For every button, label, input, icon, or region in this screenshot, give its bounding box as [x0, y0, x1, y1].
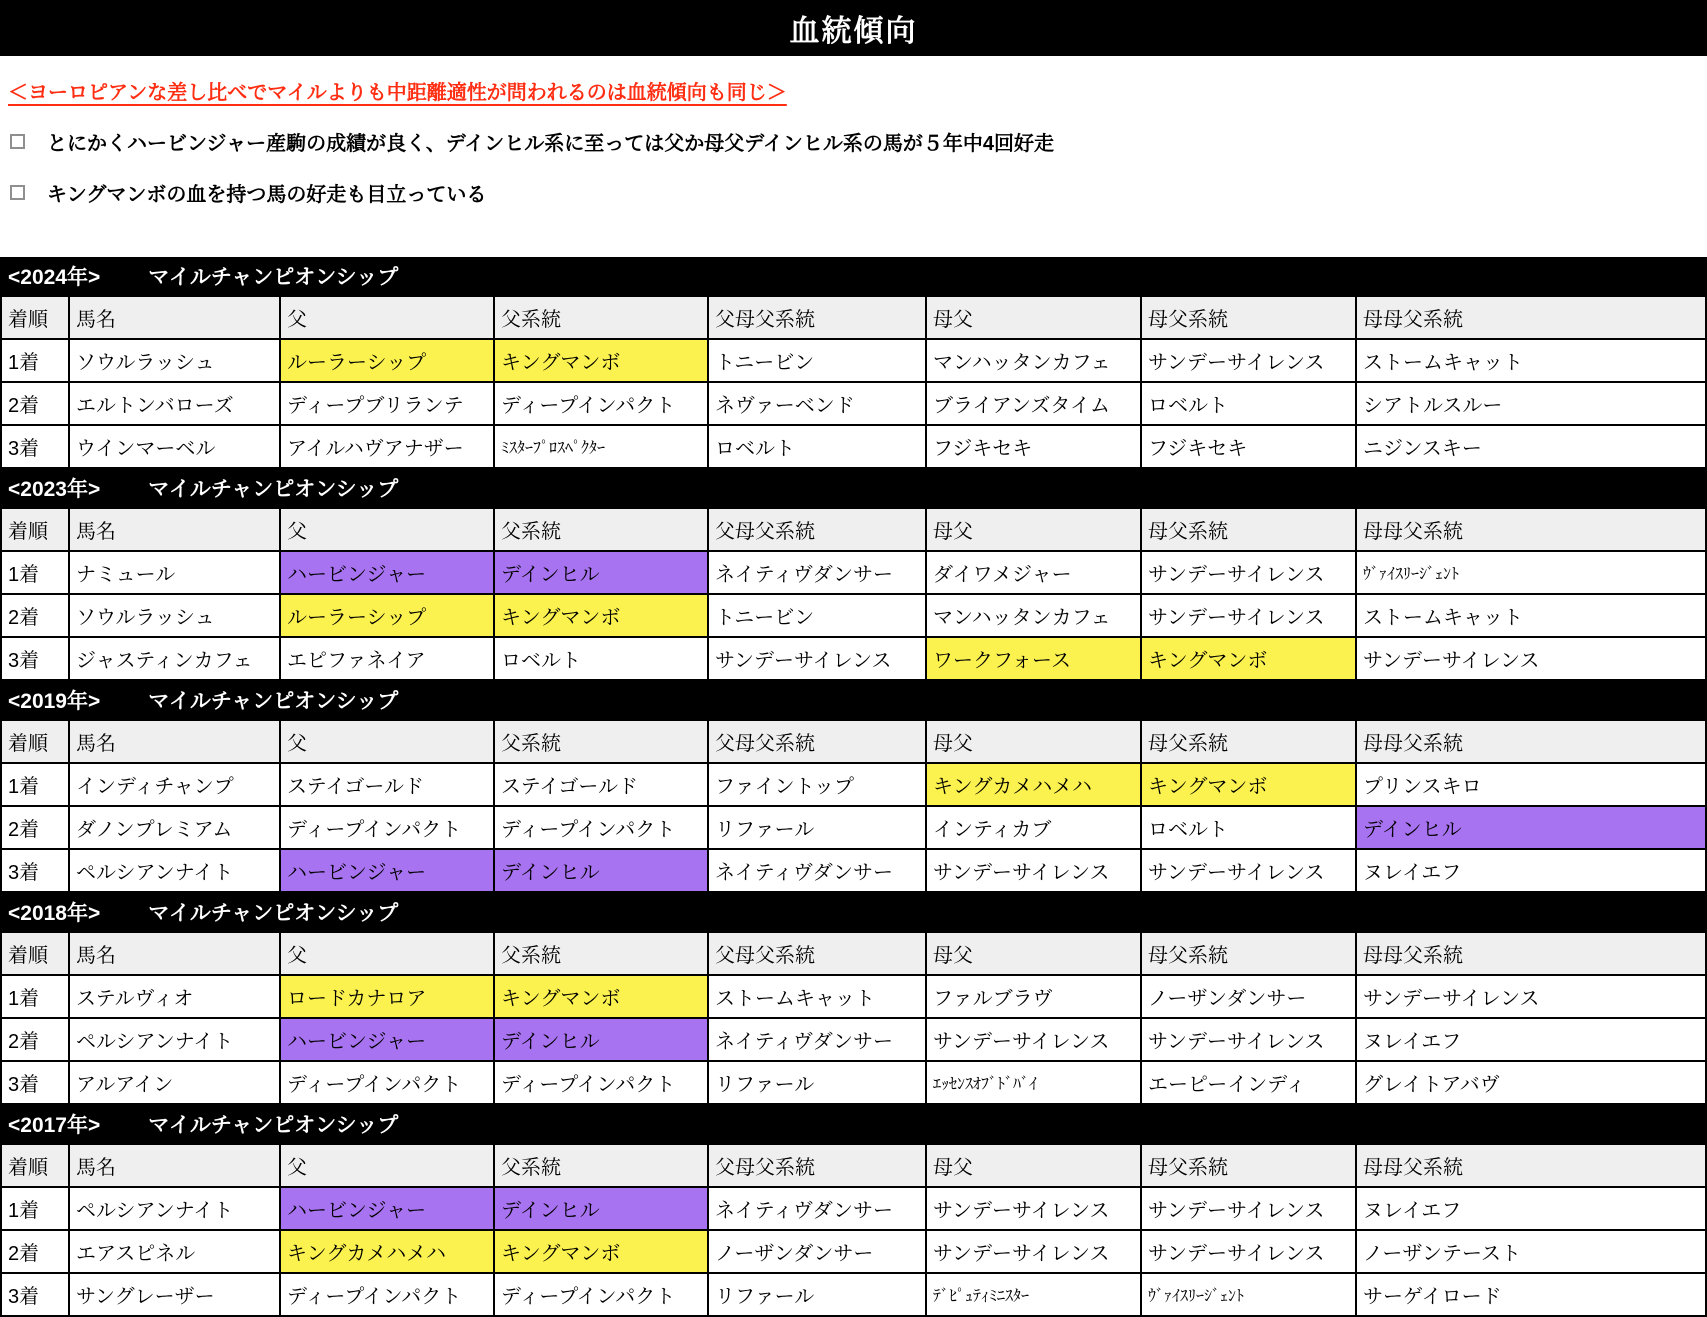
sire-line-cell: ﾐｽﾀｰﾌﾟﾛｽﾍﾟｸﾀｰ [494, 425, 708, 468]
sire-dam-sire-line-cell: トニービン [708, 339, 926, 382]
pedigree-table [0, 719, 1707, 893]
sire-dam-sire-line-cell: リファール [708, 1273, 926, 1316]
column-header: 母母父系統 [1356, 720, 1706, 763]
checkbox-icon [10, 134, 25, 149]
column-header: 着順 [1, 508, 69, 551]
horse-name-cell: ペルシアンナイト [69, 1018, 280, 1061]
sire-line-cell: ディープインパクト [494, 1273, 708, 1316]
table-row [1, 1273, 1706, 1316]
column-header: 母父 [926, 1144, 1141, 1187]
dam-sire-cell: ワークフォース [926, 637, 1141, 680]
rank-cell: 1着 [1, 551, 69, 594]
dam-dam-sire-line-cell: シアトルスルー [1356, 382, 1706, 425]
dam-sire-line-cell: サンデーサイレンス [1141, 1018, 1356, 1061]
section-header-bar [0, 257, 1707, 295]
checkbox-icon [10, 185, 25, 200]
dam-sire-cell: サンデーサイレンス [926, 849, 1141, 892]
column-header: 母母父系統 [1356, 296, 1706, 339]
column-header: 父系統 [494, 1144, 708, 1187]
section-header-bar [0, 681, 1707, 719]
column-header: 母父系統 [1141, 296, 1356, 339]
column-header: 父系統 [494, 296, 708, 339]
horse-name-cell: ウインマーベル [69, 425, 280, 468]
section-year-label: <2023年> [8, 478, 101, 501]
dam-sire-cell: ファルブラヴ [926, 975, 1141, 1018]
sire-line-cell: キングマンボ [494, 975, 708, 1018]
sire-dam-sire-line-cell: トニービン [708, 594, 926, 637]
dam-dam-sire-line-cell: サーゲイロード [1356, 1273, 1706, 1316]
dam-sire-line-cell: キングマンボ [1141, 637, 1356, 680]
table-row [1, 975, 1706, 1018]
dam-sire-cell: サンデーサイレンス [926, 1230, 1141, 1273]
dam-sire-line-cell: サンデーサイレンス [1141, 339, 1356, 382]
column-header: 母父 [926, 720, 1141, 763]
table-row [1, 849, 1706, 892]
sire-dam-sire-line-cell: ストームキャット [708, 975, 926, 1018]
section-race-label: マイルチャンピオンシップ [148, 266, 399, 289]
column-header: 父 [280, 932, 494, 975]
dam-dam-sire-line-cell: ニジンスキー [1356, 425, 1706, 468]
sire-dam-sire-line-cell: ネイティヴダンサー [708, 849, 926, 892]
column-header: 着順 [1, 932, 69, 975]
section-year-label: <2024年> [8, 266, 101, 289]
horse-name-cell: エルトンバローズ [69, 382, 280, 425]
column-header: 馬名 [69, 508, 280, 551]
bullet-list [8, 127, 1699, 207]
dam-dam-sire-line-cell: デインヒル [1356, 806, 1706, 849]
horse-name-cell: ジャスティンカフェ [69, 637, 280, 680]
section-race-label: マイルチャンピオンシップ [148, 478, 399, 501]
horse-name-cell: ソウルラッシュ [69, 594, 280, 637]
column-header: 母父 [926, 508, 1141, 551]
bullet-text: とにかくハービンジャー産駒の成績が良く、デインヒル系に至っては父か母父デインヒル系の馬が５年中4回好走 [47, 133, 1055, 155]
pedigree-table [0, 507, 1707, 681]
section-year-label: <2017年> [8, 1114, 101, 1137]
dam-sire-line-cell: ノーザンダンサー [1141, 975, 1356, 1018]
sire-dam-sire-line-cell: ノーザンダンサー [708, 1230, 926, 1273]
sire-dam-sire-line-cell: ネイティヴダンサー [708, 1187, 926, 1230]
table-row [1, 637, 1706, 680]
sire-dam-sire-line-cell: ネイティヴダンサー [708, 1018, 926, 1061]
column-header: 母父 [926, 296, 1141, 339]
sire-cell: ディープブリランテ [280, 382, 494, 425]
dam-dam-sire-line-cell: プリンスキロ [1356, 763, 1706, 806]
sire-dam-sire-line-cell: リファール [708, 806, 926, 849]
notes-block [0, 56, 1707, 207]
sire-line-cell: ステイゴールド [494, 763, 708, 806]
rank-cell: 1着 [1, 339, 69, 382]
dam-sire-line-cell: フジキセキ [1141, 425, 1356, 468]
dam-sire-line-cell: サンデーサイレンス [1141, 1230, 1356, 1273]
sire-cell: ステイゴールド [280, 763, 494, 806]
column-header: 母父系統 [1141, 1144, 1356, 1187]
table-row [1, 763, 1706, 806]
sire-cell: ルーラーシップ [280, 339, 494, 382]
sire-cell: ディープインパクト [280, 1061, 494, 1104]
bullet-item [8, 178, 1699, 207]
table-row [1, 382, 1706, 425]
sire-cell: ハービンジャー [280, 1187, 494, 1230]
column-header: 母母父系統 [1356, 1144, 1706, 1187]
table-row [1, 1018, 1706, 1061]
sire-line-cell: ディープインパクト [494, 806, 708, 849]
table-row [1, 1061, 1706, 1104]
sire-cell: ロードカナロア [280, 975, 494, 1018]
table-header-row [1, 932, 1706, 975]
sire-cell: ハービンジャー [280, 551, 494, 594]
dam-dam-sire-line-cell: サンデーサイレンス [1356, 975, 1706, 1018]
dam-sire-line-cell: サンデーサイレンス [1141, 1187, 1356, 1230]
rank-cell: 2着 [1, 1018, 69, 1061]
horse-name-cell: エアスピネル [69, 1230, 280, 1273]
rank-cell: 3着 [1, 425, 69, 468]
dam-sire-cell: フジキセキ [926, 425, 1141, 468]
dam-dam-sire-line-cell: ノーザンテースト [1356, 1230, 1706, 1273]
section-year-label: <2018年> [8, 902, 101, 925]
dam-sire-line-cell: ロベルト [1141, 806, 1356, 849]
table-header-row [1, 1144, 1706, 1187]
dam-dam-sire-line-cell: ヌレイエフ [1356, 1018, 1706, 1061]
horse-name-cell: インディチャンプ [69, 763, 280, 806]
sire-dam-sire-line-cell: ネイティヴダンサー [708, 551, 926, 594]
horse-name-cell: ダノンプレミアム [69, 806, 280, 849]
sire-cell: ルーラーシップ [280, 594, 494, 637]
page-title: 血統傾向 [789, 15, 918, 48]
dam-sire-cell: サンデーサイレンス [926, 1187, 1141, 1230]
column-header: 母父系統 [1141, 932, 1356, 975]
section-year-label: <2019年> [8, 690, 101, 713]
column-header: 父 [280, 720, 494, 763]
column-header: 父母父系統 [708, 1144, 926, 1187]
table-row [1, 551, 1706, 594]
horse-name-cell: ナミュール [69, 551, 280, 594]
rank-cell: 3着 [1, 1061, 69, 1104]
sire-dam-sire-line-cell: ネヴァーベンド [708, 382, 926, 425]
section-race-label: マイルチャンピオンシップ [148, 1114, 399, 1137]
horse-name-cell: ソウルラッシュ [69, 339, 280, 382]
dam-sire-line-cell: エーピーインディ [1141, 1061, 1356, 1104]
dam-sire-cell: インティカブ [926, 806, 1141, 849]
table-row [1, 1187, 1706, 1230]
rank-cell: 2着 [1, 806, 69, 849]
column-header: 父母父系統 [708, 296, 926, 339]
column-header: 母母父系統 [1356, 932, 1706, 975]
dam-dam-sire-line-cell: グレイトアバヴ [1356, 1061, 1706, 1104]
bullet-item [8, 127, 1699, 156]
sire-line-cell: キングマンボ [494, 594, 708, 637]
column-header: 着順 [1, 1144, 69, 1187]
column-header: 父母父系統 [708, 508, 926, 551]
column-header: 父系統 [494, 508, 708, 551]
column-header: 母父系統 [1141, 720, 1356, 763]
column-header: 父母父系統 [708, 932, 926, 975]
sire-line-cell: ディープインパクト [494, 1061, 708, 1104]
red-note-heading: ＜ヨーロピアンな差し比べでマイルよりも中距離適性が問われるのは血統傾向も同じ＞ [8, 82, 787, 104]
sire-dam-sire-line-cell: サンデーサイレンス [708, 637, 926, 680]
rank-cell: 1着 [1, 763, 69, 806]
dam-sire-line-cell: ｳﾞｧｲｽﾘｰｼﾞｪﾝﾄ [1141, 1273, 1356, 1316]
dam-dam-sire-line-cell: ヌレイエフ [1356, 849, 1706, 892]
horse-name-cell: ペルシアンナイト [69, 1187, 280, 1230]
section-header-bar [0, 893, 1707, 931]
column-header: 着順 [1, 296, 69, 339]
sire-dam-sire-line-cell: ロベルト [708, 425, 926, 468]
rank-cell: 1着 [1, 1187, 69, 1230]
dam-sire-cell: ｴｯｾﾝｽｵﾌﾞﾄﾞﾊﾞｲ [926, 1061, 1141, 1104]
dam-sire-line-cell: サンデーサイレンス [1141, 551, 1356, 594]
dam-dam-sire-line-cell: ｳﾞｧｲｽﾘｰｼﾞｪﾝﾄ [1356, 551, 1706, 594]
dam-sire-cell: ダイワメジャー [926, 551, 1141, 594]
sire-line-cell: デインヒル [494, 1018, 708, 1061]
dam-sire-line-cell: サンデーサイレンス [1141, 594, 1356, 637]
dam-sire-line-cell: サンデーサイレンス [1141, 849, 1356, 892]
horse-name-cell: サングレーザー [69, 1273, 280, 1316]
horse-name-cell: アルアイン [69, 1061, 280, 1104]
dam-sire-cell: マンハッタンカフェ [926, 339, 1141, 382]
rank-cell: 3着 [1, 637, 69, 680]
rank-cell: 3着 [1, 849, 69, 892]
pedigree-table [0, 1143, 1707, 1317]
table-header-row [1, 296, 1706, 339]
page-title-bar [0, 0, 1707, 56]
dam-sire-cell: キングカメハメハ [926, 763, 1141, 806]
dam-sire-line-cell: キングマンボ [1141, 763, 1356, 806]
dam-sire-cell: ﾃﾞﾋﾟｭﾃｨﾐﾆｽﾀｰ [926, 1273, 1141, 1316]
sire-cell: アイルハヴアナザー [280, 425, 494, 468]
sire-cell: ハービンジャー [280, 849, 494, 892]
column-header: 着順 [1, 720, 69, 763]
column-header: 父系統 [494, 720, 708, 763]
sire-cell: エピファネイア [280, 637, 494, 680]
sire-line-cell: デインヒル [494, 551, 708, 594]
sire-line-cell: デインヒル [494, 1187, 708, 1230]
section-header-bar [0, 1105, 1707, 1143]
column-header: 父系統 [494, 932, 708, 975]
table-row [1, 594, 1706, 637]
sire-cell: キングカメハメハ [280, 1230, 494, 1273]
sire-cell: ディープインパクト [280, 1273, 494, 1316]
column-header: 母父 [926, 932, 1141, 975]
table-row [1, 339, 1706, 382]
column-header: 馬名 [69, 296, 280, 339]
pedigree-table [0, 295, 1707, 469]
column-header: 父 [280, 508, 494, 551]
column-header: 父母父系統 [708, 720, 926, 763]
dam-sire-cell: サンデーサイレンス [926, 1018, 1141, 1061]
dam-dam-sire-line-cell: ヌレイエフ [1356, 1187, 1706, 1230]
sire-cell: ディープインパクト [280, 806, 494, 849]
rank-cell: 1着 [1, 975, 69, 1018]
section-race-label: マイルチャンピオンシップ [148, 690, 399, 713]
rank-cell: 2着 [1, 382, 69, 425]
column-header: 母父系統 [1141, 508, 1356, 551]
sire-dam-sire-line-cell: ファイントップ [708, 763, 926, 806]
horse-name-cell: ペルシアンナイト [69, 849, 280, 892]
sire-dam-sire-line-cell: リファール [708, 1061, 926, 1104]
dam-sire-cell: ブライアンズタイム [926, 382, 1141, 425]
table-row [1, 806, 1706, 849]
table-header-row [1, 720, 1706, 763]
table-row [1, 425, 1706, 468]
column-header: 父 [280, 1144, 494, 1187]
sire-cell: ハービンジャー [280, 1018, 494, 1061]
pedigree-table [0, 931, 1707, 1105]
bullet-text: キングマンボの血を持つ馬の好走も目立っている [47, 184, 487, 206]
column-header: 馬名 [69, 720, 280, 763]
column-header: 母母父系統 [1356, 508, 1706, 551]
dam-sire-cell: マンハッタンカフェ [926, 594, 1141, 637]
table-header-row [1, 508, 1706, 551]
column-header: 父 [280, 296, 494, 339]
horse-name-cell: ステルヴィオ [69, 975, 280, 1018]
sire-line-cell: キングマンボ [494, 1230, 708, 1273]
dam-dam-sire-line-cell: ストームキャット [1356, 339, 1706, 382]
sire-line-cell: デインヒル [494, 849, 708, 892]
rank-cell: 2着 [1, 594, 69, 637]
dam-dam-sire-line-cell: ストームキャット [1356, 594, 1706, 637]
section-race-label: マイルチャンピオンシップ [148, 902, 399, 925]
section-header-bar [0, 469, 1707, 507]
table-row [1, 1230, 1706, 1273]
sire-line-cell: ロベルト [494, 637, 708, 680]
rank-cell: 3着 [1, 1273, 69, 1316]
rank-cell: 2着 [1, 1230, 69, 1273]
year-sections [0, 257, 1707, 1317]
column-header: 馬名 [69, 1144, 280, 1187]
sire-line-cell: キングマンボ [494, 339, 708, 382]
dam-dam-sire-line-cell: サンデーサイレンス [1356, 637, 1706, 680]
dam-sire-line-cell: ロベルト [1141, 382, 1356, 425]
column-header: 馬名 [69, 932, 280, 975]
sire-line-cell: ディープインパクト [494, 382, 708, 425]
